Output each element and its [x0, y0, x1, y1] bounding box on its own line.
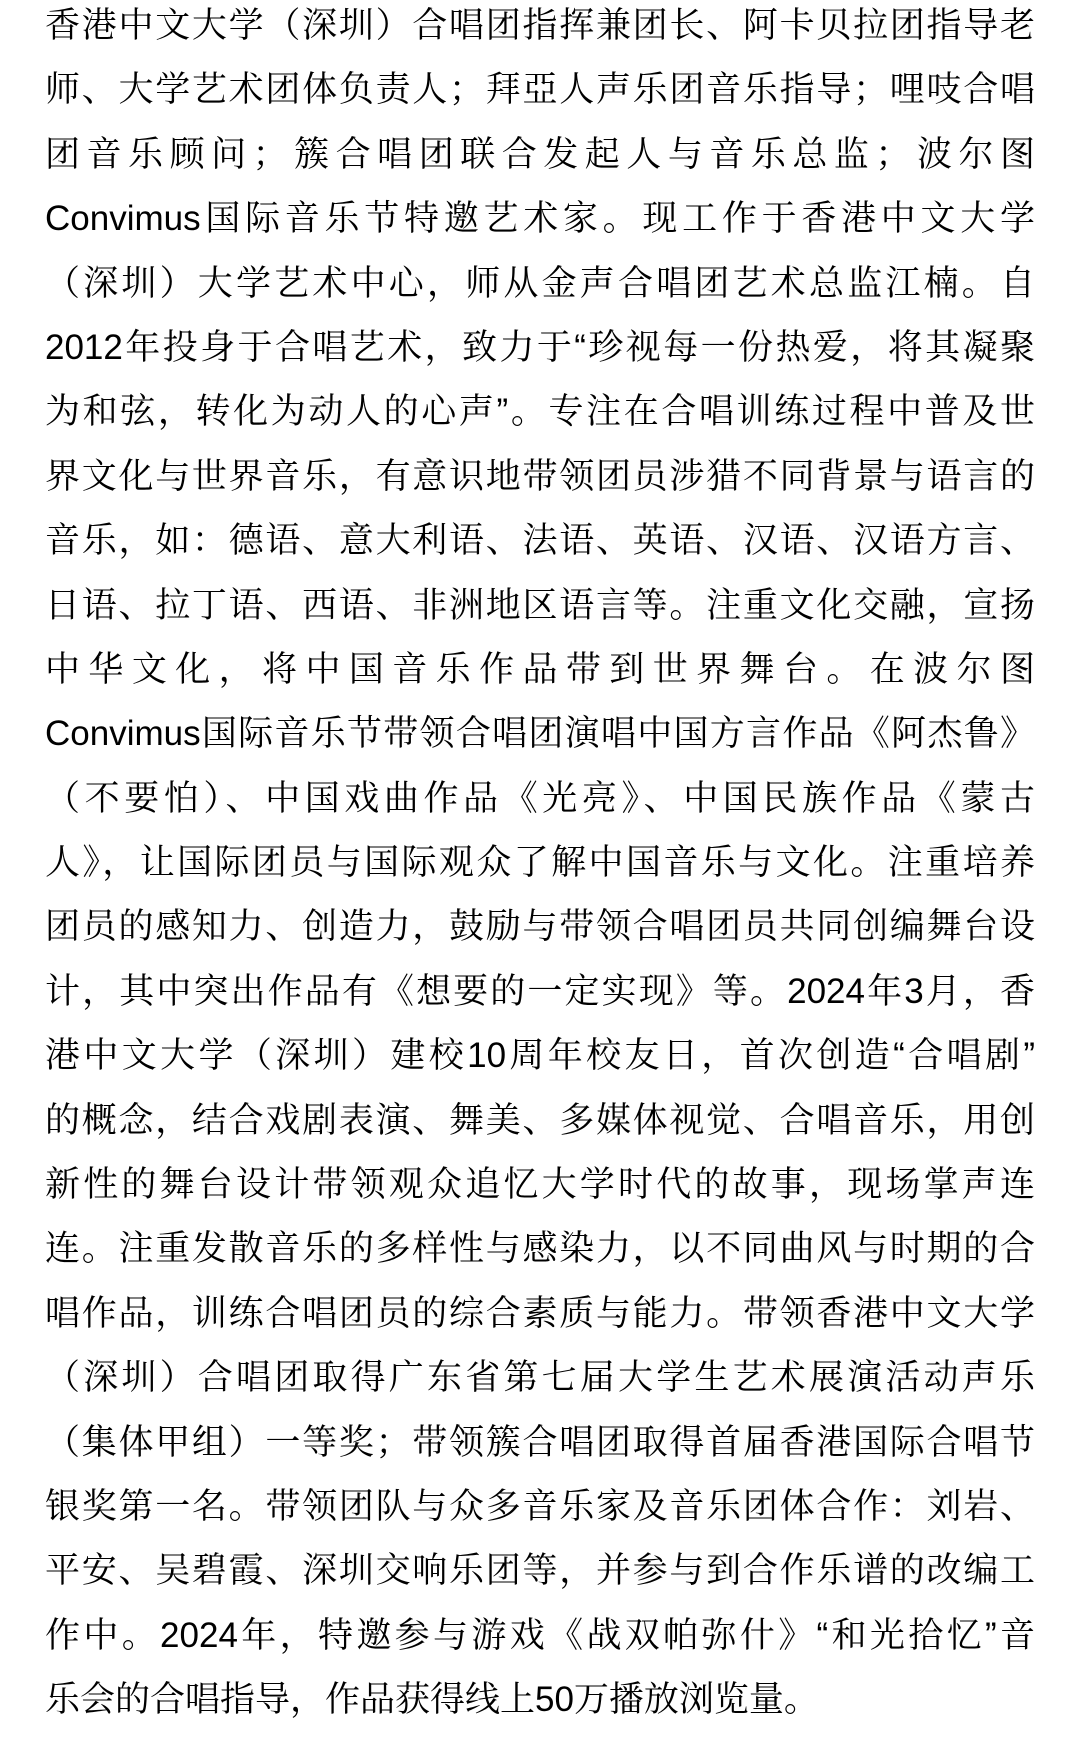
text-line: 日语、拉丁语、西语、非洲地区语言等。注重文化交融，宣扬 [45, 585, 1035, 625]
text-line: 为和弦，转化为动人的心声”。专注在合唱训练过程中普及世 [45, 392, 1035, 432]
text-line: 团员的感知力、创造力，鼓励与带领合唱团员共同创编舞台设 [45, 907, 1035, 947]
text-line: 港中文大学（深圳）建校10周年校友日，首次创造“合唱剧” [45, 1036, 1035, 1076]
text-line: （不要怕）、中国戏曲作品《光亮》、中国民族作品《蒙古 [45, 778, 1035, 818]
text-line: 计，其中突出作品有《想要的一定实现》等。2024年3月，香 [45, 971, 1035, 1011]
text-line: 2012年投身于合唱艺术，致力于“珍视每一份热爱，将其凝聚 [45, 327, 1035, 367]
text-line: 香港中文大学（深圳）合唱团指挥兼团长、阿卡贝拉团指导老 [45, 6, 1035, 45]
text-line: 师、大学艺术团体负责人；拜亞人声乐团音乐指导；哩吱合唱 [45, 70, 1035, 110]
text-line: 平安、吴碧霞、深圳交响乐团等，并参与到合作乐谱的改编工 [45, 1551, 1035, 1591]
text-line: 唱作品，训练合唱团员的综合素质与能力。带领香港中文大学 [45, 1293, 1035, 1333]
text-line: 乐会的合唱指导，作品获得线上50万播放浏览量。 [45, 1680, 819, 1720]
text-line: 的概念，结合戏剧表演、舞美、多媒体视觉、合唱音乐，用创 [45, 1100, 1035, 1140]
text-line: 界文化与世界音乐，有意识地带领团员涉猎不同背景与语言的 [45, 456, 1035, 496]
text-line: 团音乐顾问；簇合唱团联合发起人与音乐总监；波尔图 [45, 134, 1035, 174]
text-line: 作中。2024年，特邀参与游戏《战双帕弥什》“和光拾忆”音 [45, 1615, 1035, 1655]
text-line: 新性的舞台设计带领观众追忆大学时代的故事，现场掌声连 [45, 1165, 1035, 1205]
text-line: （集体甲组）一等奖；带领簇合唱团取得首届香港国际合唱节 [45, 1422, 1035, 1462]
text-line: 人》，让国际团员与国际观众了解中国音乐与文化。注重培养 [45, 843, 1035, 883]
text-line: 音乐，如：德语、意大利语、法语、英语、汉语、汉语方言、 [45, 521, 1035, 561]
text-line: 中华文化，将中国音乐作品带到世界舞台。在波尔图 [45, 649, 1035, 689]
text-line: Convimus国际音乐节特邀艺术家。现工作于香港中文大学 [45, 199, 1035, 239]
text-line: 连。注重发散音乐的多样性与感染力，以不同曲风与时期的合 [45, 1229, 1035, 1269]
text-line: （深圳）合唱团取得广东省第七届大学生艺术展演活动声乐 [45, 1358, 1035, 1398]
text-line: 银奖第一名。带领团队与众多音乐家及音乐团体合作：刘岩、 [45, 1486, 1035, 1526]
text-line: （深圳）大学艺术中心，师从金声合唱团艺术总监江楠。自 [45, 263, 1035, 303]
text-line: Convimus国际音乐节带领合唱团演唱中国方言作品《阿杰鲁》 [45, 714, 1035, 754]
